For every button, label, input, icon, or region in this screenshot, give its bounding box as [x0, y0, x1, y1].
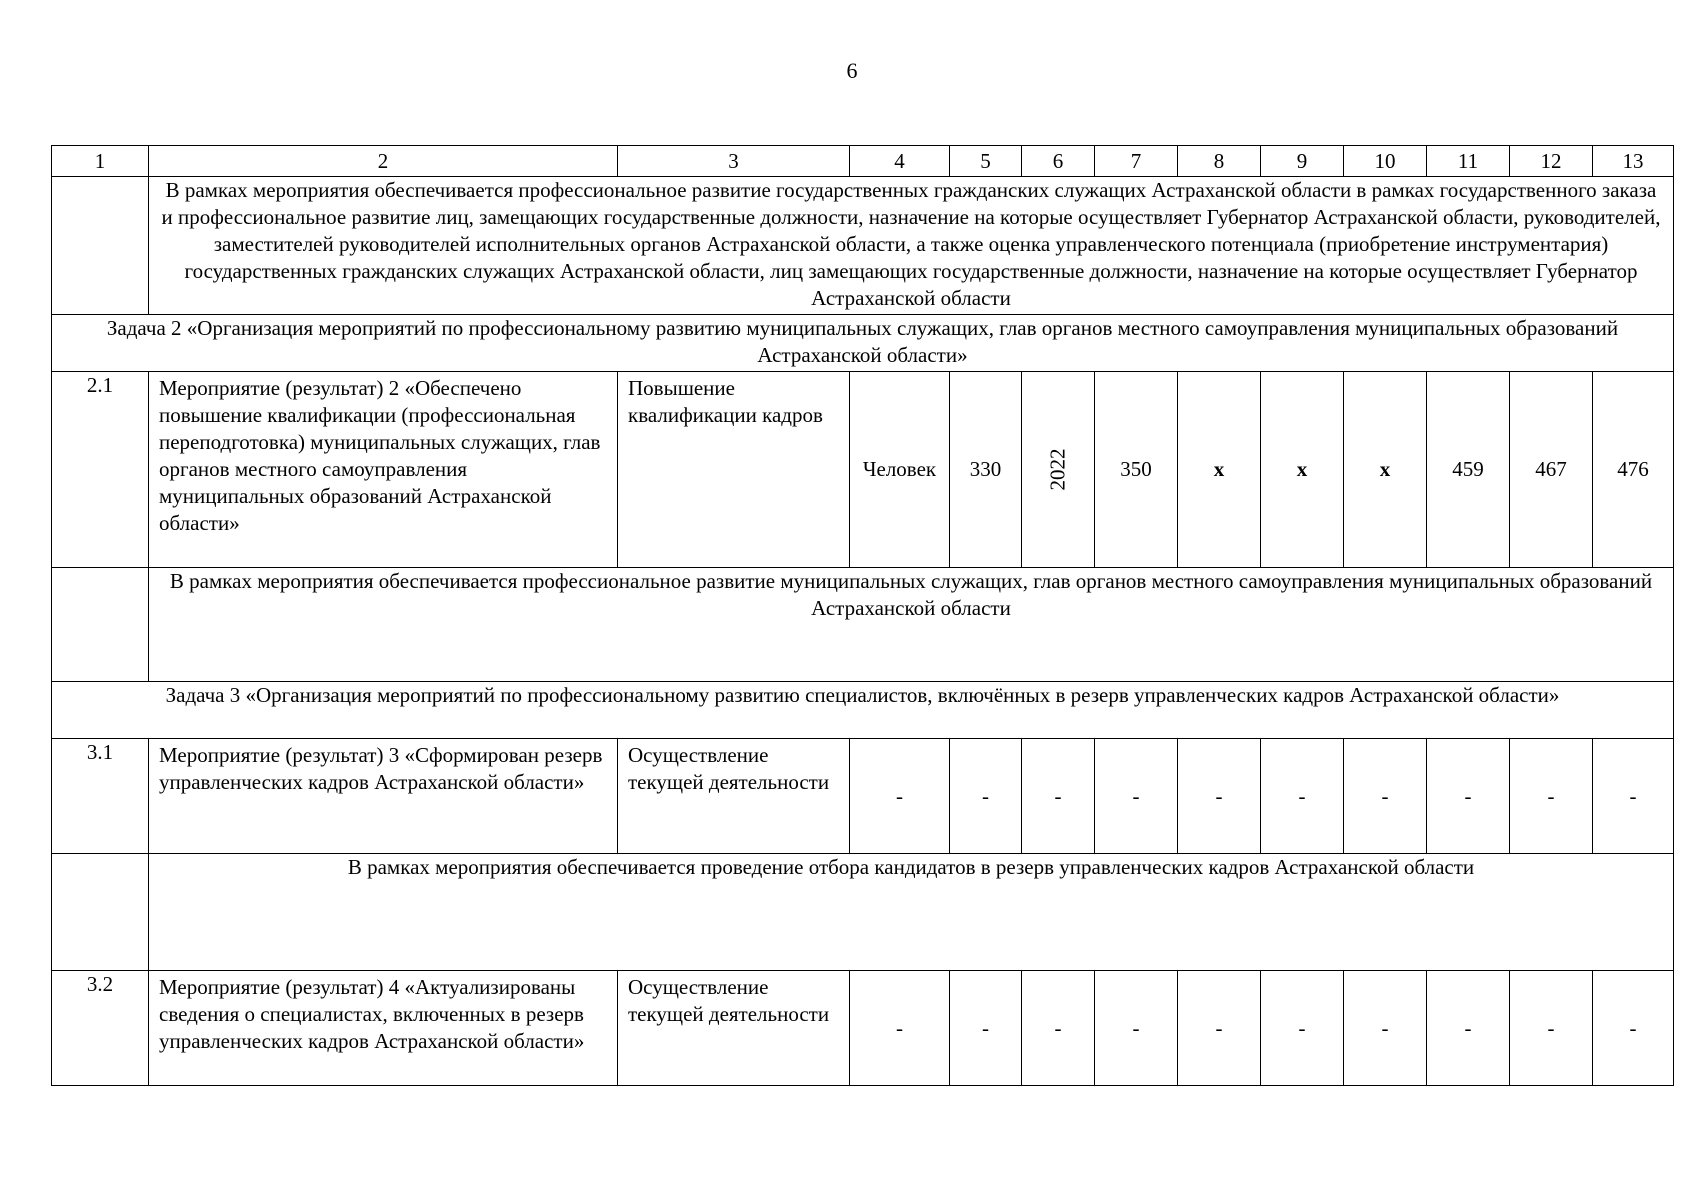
value-cell: -	[1178, 971, 1261, 1086]
value-cell: х	[1261, 372, 1344, 568]
header-cell: 8	[1178, 146, 1261, 177]
value-cell: -	[1344, 971, 1427, 1086]
value-cell: -	[1022, 971, 1095, 1086]
row-number: 2.1	[52, 372, 149, 568]
value-cell: -	[1095, 971, 1178, 1086]
description-text: В рамках мероприятия обеспечивается профессиональное развитие муниципальных служащих, глав органов местного самоуправления муниципальных образований Астраханской области	[149, 568, 1674, 682]
header-cell: 1	[52, 146, 149, 177]
measure-name: Мероприятие (результат) 4 «Актуализированы сведения о специалистах, включенных в резерв управленческих кадров Астраханской области»	[149, 971, 618, 1086]
value-cell: 350	[1095, 372, 1178, 568]
value-cell: -	[1095, 739, 1178, 854]
table-row	[52, 372, 1674, 568]
value-cell: -	[1510, 971, 1593, 1086]
value-cell: -	[1510, 739, 1593, 854]
measure-type: Осуществление текущей деятельности	[618, 739, 850, 854]
row-number: 3.1	[52, 739, 149, 854]
description-text: В рамках мероприятия обеспечивается проведение отбора кандидатов в резерв управленческих кадров Астраханской области	[149, 854, 1674, 971]
page-number: 6	[846, 58, 858, 83]
measure-name: Мероприятие (результат) 3 «Сформирован резерв управленческих кадров Астраханской области»	[149, 739, 618, 854]
header-cell: 9	[1261, 146, 1344, 177]
value-cell: 476	[1593, 372, 1674, 568]
row-number: 3.2	[52, 971, 149, 1086]
description-text: В рамках мероприятия обеспечивается профессиональное развитие государственных гражданских служащих Астраханской области в рамках государственного заказа и профессиональное развитие лиц, замещающих государственные должности, назначение на которые осуществляет Губернатор Астраханской области, руководителей, заместителей руководителей исполнительных органов Астраханской области, а также оценка управленческого потенциала (приобретение инструментария) государственных гражданских служащих Астраханской области, лиц замещающих государственные должности, назначение на которые осуществляет Губернатор Астраханской области	[149, 177, 1674, 315]
measure-type: Повышение квалификации кадров	[618, 372, 850, 568]
value-cell: х	[1178, 372, 1261, 568]
value-cell: -	[950, 739, 1022, 854]
header-cell: 5	[950, 146, 1022, 177]
header-row	[52, 146, 1674, 177]
header-cell: 10	[1344, 146, 1427, 177]
measure-type: Осуществление текущей деятельности	[618, 971, 850, 1086]
value-cell: -	[1261, 971, 1344, 1086]
header-cell: 2	[149, 146, 618, 177]
description-row	[52, 854, 1674, 971]
task-title: Задача 3 «Организация мероприятий по профессиональному развитию специалистов, включённых в резерв управленческих кадров Астраханской области»	[52, 682, 1674, 739]
value-cell: х	[1344, 372, 1427, 568]
description-row	[52, 568, 1674, 682]
header-cell: 11	[1427, 146, 1510, 177]
base-year: 2022	[1045, 448, 1070, 491]
value-cell: -	[1593, 739, 1674, 854]
value-cell: -	[1022, 739, 1095, 854]
header-cell: 7	[1095, 146, 1178, 177]
unit-cell: Человек	[850, 372, 950, 568]
table-row	[52, 971, 1674, 1086]
header-cell: 6	[1022, 146, 1095, 177]
description-row	[52, 177, 1674, 315]
year-cell	[1022, 372, 1095, 568]
value-cell: -	[1261, 739, 1344, 854]
value-cell: -	[1178, 739, 1261, 854]
header-cell: 4	[850, 146, 950, 177]
value-cell: 467	[1510, 372, 1593, 568]
header-cell: 13	[1593, 146, 1674, 177]
value-cell: -	[850, 739, 950, 854]
value-cell: -	[1344, 739, 1427, 854]
task-row	[52, 315, 1674, 372]
value-cell: 459	[1427, 372, 1510, 568]
value-cell: -	[1427, 739, 1510, 854]
task-row	[52, 682, 1674, 739]
value-cell: -	[850, 971, 950, 1086]
task-title: Задача 2 «Организация мероприятий по профессиональному развитию муниципальных служащих, глав органов местного самоуправления муниципальных образований Астраханской области»	[52, 315, 1674, 372]
value-cell: -	[1593, 971, 1674, 1086]
indicators-table	[51, 145, 1674, 1086]
value-cell: -	[1427, 971, 1510, 1086]
header-cell: 3	[618, 146, 850, 177]
header-cell: 12	[1510, 146, 1593, 177]
value-cell: 330	[950, 372, 1022, 568]
measure-name: Мероприятие (результат) 2 «Обеспечено повышение квалификации (профессиональная переподготовка) муниципальных служащих, глав органов местного самоуправления муниципальных образований Астраханской области»	[149, 372, 618, 568]
table-row	[52, 739, 1674, 854]
value-cell: -	[950, 971, 1022, 1086]
